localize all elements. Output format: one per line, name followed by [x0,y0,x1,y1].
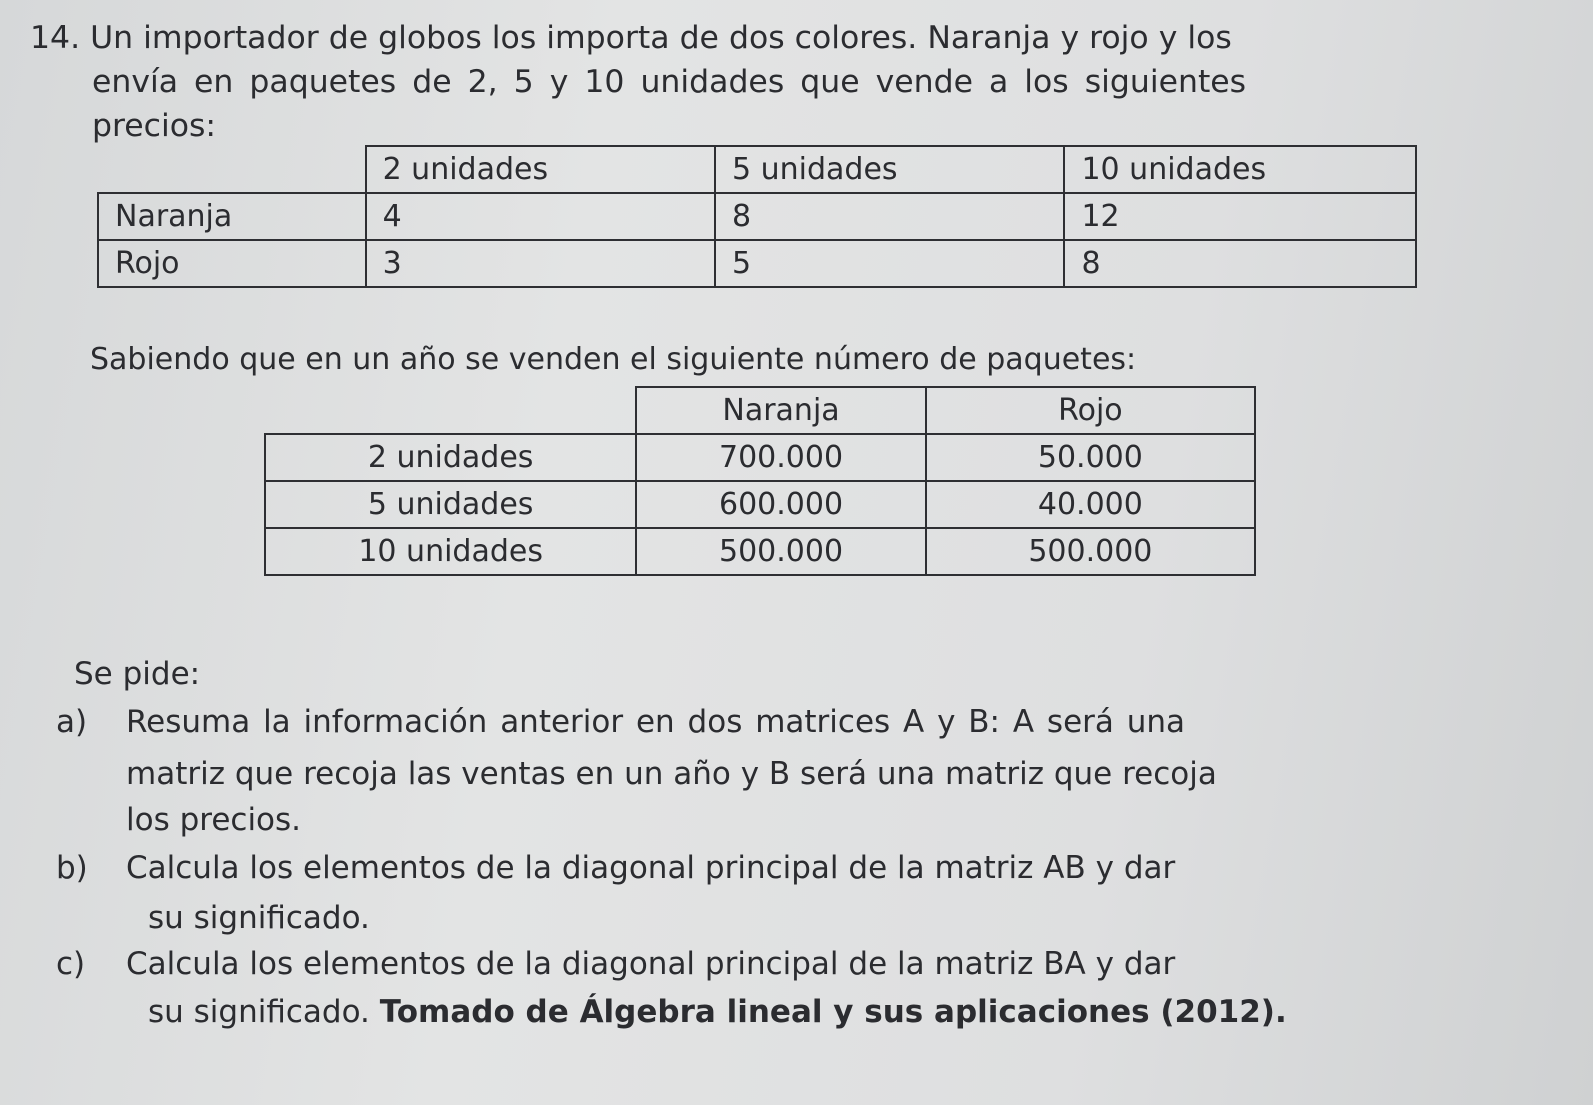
price-table-row [98,193,1416,240]
sales-table-header-cell: Naranja [636,387,925,434]
problem-intro-text-1: Un importador de globos los importa de dos colores. Naranja y rojo y los [90,20,1232,56]
sales-table-cell: 700.000 [636,434,925,481]
price-table-header-cell: 2 unidades [366,146,715,193]
sales-table-cell: 500.000 [636,528,925,575]
problem-statement-line-2: envía en paquetes de 2, 5 y 10 unidades que vende a los siguientes [92,64,1247,100]
sales-table-row [265,434,1255,481]
sales-intro-text: Sabiendo que en un año se venden el siguiente número de paquetes: [90,342,1137,377]
task-c-line-1: Calcula los elementos de la diagonal principal de la matriz BA y dar [126,946,1176,982]
task-b-line-2: su significado. [148,900,370,936]
task-c-marker: c) [56,946,86,982]
price-table [97,145,1417,288]
price-table-row-label: Naranja [98,193,366,240]
sales-table-cell: 50.000 [926,434,1255,481]
price-table-cell: 3 [366,240,715,287]
sales-table-row-label: 10 unidades [265,528,636,575]
price-table-corner-cell [98,146,366,193]
sales-table-row [265,528,1255,575]
task-c-line-2-text: su significado. [148,994,370,1030]
tasks-heading: Se pide: [74,656,201,692]
sales-table-header-cell: Rojo [926,387,1255,434]
task-b-line-1: Calcula los elementos de la diagonal principal de la matriz AB y dar [126,850,1176,886]
sales-table-header-row [265,387,1255,434]
price-table-row-label: Rojo [98,240,366,287]
sales-table-cell: 40.000 [926,481,1255,528]
sales-table [264,386,1256,576]
problem-number: 14. [30,20,81,56]
price-table-cell: 4 [366,193,715,240]
price-table-header-cell: 5 unidades [715,146,1064,193]
sales-table-corner-cell [265,387,636,434]
price-table-cell: 5 [715,240,1064,287]
price-table-header-row [98,146,1416,193]
sales-table-row-label: 2 unidades [265,434,636,481]
price-table-cell: 12 [1064,193,1416,240]
task-a-line-3: los precios. [126,802,302,838]
sales-table-cell: 500.000 [926,528,1255,575]
task-b-marker: b) [56,850,88,886]
sales-table-row-label: 5 unidades [265,481,636,528]
price-table-row [98,240,1416,287]
price-table-header-cell: 10 unidades [1064,146,1416,193]
problem-statement-line-3: precios: [92,108,217,144]
task-a-line-2: matriz que recoja las ventas en un año y B será una matriz que recoja [126,756,1217,792]
problem-statement-line-1 [30,18,1232,58]
sales-table-cell: 600.000 [636,481,925,528]
price-table-cell: 8 [715,193,1064,240]
price-table-cell: 8 [1064,240,1416,287]
task-a-line-1: Resuma la información anterior en dos matrices A y B: A será una [126,704,1186,740]
task-a-marker: a) [56,704,88,740]
sales-table-row [265,481,1255,528]
source-citation: Tomado de Álgebra lineal y sus aplicaciones (2012). [379,994,1287,1030]
task-c-line-2 [148,992,1287,1032]
